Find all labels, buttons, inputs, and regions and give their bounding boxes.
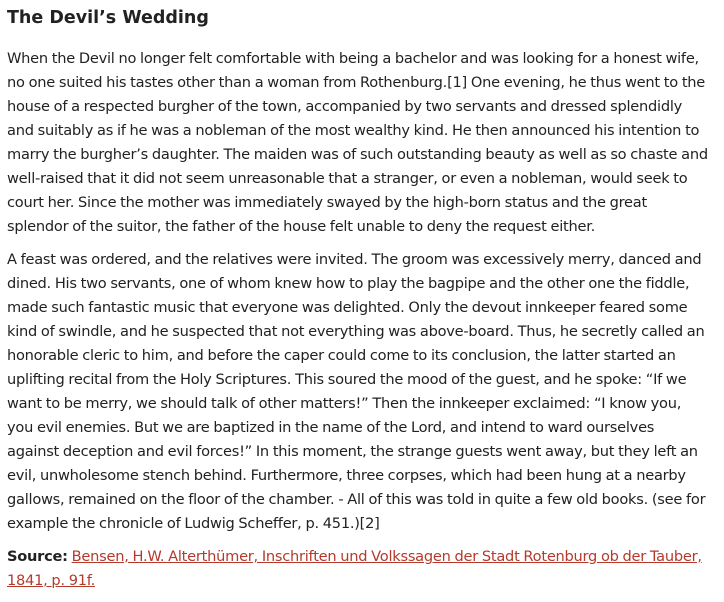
source-link[interactable]: Bensen, H.W. Alterthümer, Inschriften und Volkssagen der Stadt Rotenburg ob der Tauber, 1841, p. 91f.	[7, 548, 702, 589]
source-label: Source:	[7, 548, 68, 565]
source-line	[7, 545, 710, 593]
paragraph-1: When the Devil no longer felt comfortable with being a bachelor and was looking for a honest wife, no one suited his tastes other than a woman from Rothenburg.[1] One evening, he thus went to the house of a respected burgher of the town, accompanied by two servants and dressed splendidly and suitably as if he was a nobleman of the most wealthy kind. He then announced his intention to marry the burgher’s daughter. The maiden was of such outstanding beauty as well as so chaste and well-raised that it did not seem unreasonable that a stranger, or even a nobleman, would seek to court her. Since the mother was immediately swayed by the high-born status and the great splendor of the suitor, the father of the house felt unable to deny the request either.	[7, 50, 708, 235]
paragraph-2: A feast was ordered, and the relatives were invited. The groom was excessively merry, danced and dined. His two servants, one of whom knew how to play the bagpipe and the other one the fiddle, made such fantastic music that everyone was delighted. Only the devout innkeeper feared some kind of swindle, and he suspected that not everything was above-board. Thus, he secretly called an honorable cleric to him, and before the caper could come to its conclusion, the latter started an uplifting recital from the Holy Scriptures. This soured the mood of the guest, and he spoke: “If we want to be merry, we should talk of other matters!” Then the innkeeper exclaimed: “I know you, you evil enemies. But we are baptized in the name of the Lord, and intend to ward ourselves against deception and evil forces!” In this moment, the strange guests went away, but they left an evil, unwholesome stench behind. Furthermore, three corpses, which had been hung at a nearby gallows, remained on the floor of the chamber. - All of this was told in quite a few old books. (see for example the chronicle of Ludwig Scheffer, p. 451.)[2]	[7, 251, 706, 532]
page-title: The Devil’s Wedding	[7, 8, 209, 28]
